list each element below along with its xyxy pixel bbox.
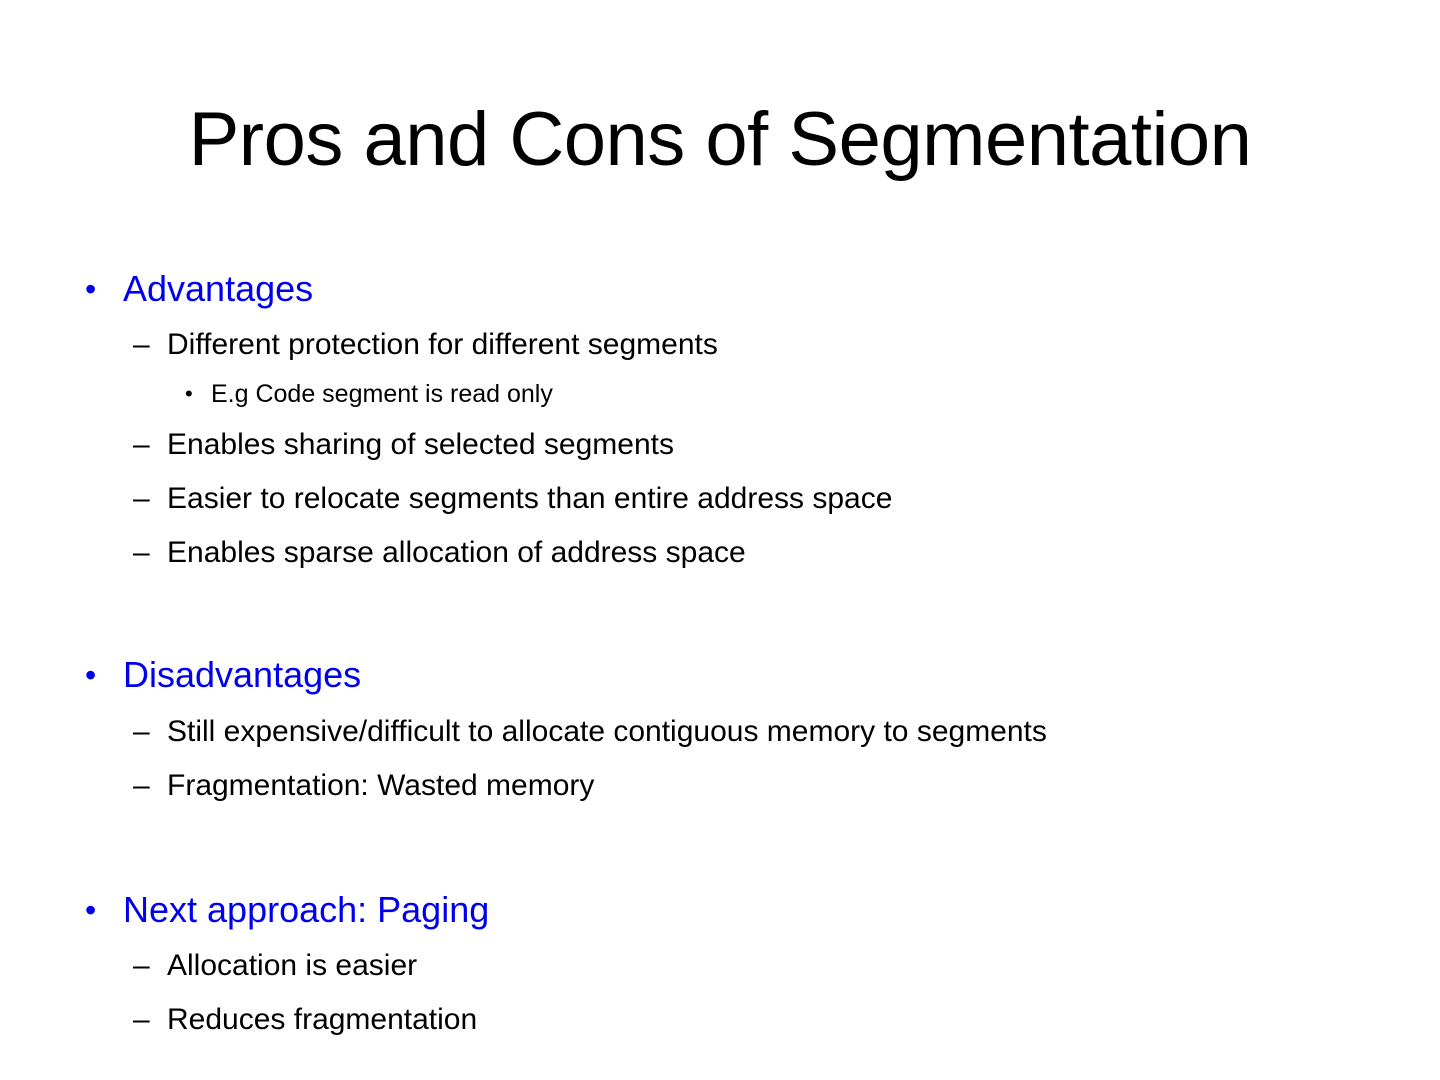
bullet-icon: •	[85, 656, 97, 693]
section-heading-label: Disadvantages	[123, 654, 362, 695]
list-item	[133, 325, 718, 365]
list-item-text: Different protection for different segments	[167, 328, 718, 361]
list-item	[133, 1000, 477, 1040]
bullet-icon: •	[85, 270, 97, 307]
list-item-text: Reduces fragmentation	[167, 1003, 478, 1036]
list-item	[133, 766, 594, 806]
list-item-text: Still expensive/difficult to allocate contiguous memory to segments	[167, 715, 1047, 748]
bullet-icon: •	[85, 891, 97, 928]
list-item	[133, 946, 417, 986]
dash-icon: –	[133, 1003, 150, 1036]
dash-icon: –	[133, 428, 150, 461]
section-heading-disadvantages	[85, 652, 361, 698]
list-item-text: Enables sharing of selected segments	[167, 428, 674, 461]
list-item	[133, 425, 674, 465]
dash-icon: –	[133, 482, 150, 515]
dash-icon: –	[133, 769, 150, 802]
list-item-text: Allocation is easier	[167, 949, 418, 982]
dash-icon: –	[133, 715, 150, 748]
sub-list-item-text: E.g Code segment is read only	[211, 379, 553, 408]
dash-icon: –	[133, 949, 150, 982]
list-item	[133, 712, 1047, 752]
list-item-text: Enables sparse allocation of address space	[167, 536, 746, 569]
sub-list-item	[185, 377, 553, 411]
slide-title: Pros and Cons of Segmentation	[188, 97, 1252, 182]
list-item	[133, 479, 892, 519]
list-item-text: Easier to relocate segments than entire address space	[167, 482, 893, 515]
section-heading-label: Next approach: Paging	[123, 889, 490, 930]
list-item-text: Fragmentation: Wasted memory	[167, 769, 595, 802]
list-item	[133, 533, 746, 573]
section-heading-label: Advantages	[123, 268, 314, 309]
section-heading-next-approach	[85, 887, 489, 933]
section-heading-advantages	[85, 266, 313, 312]
dash-icon: –	[133, 328, 150, 361]
dash-icon: –	[133, 536, 150, 569]
bullet-icon: •	[185, 381, 193, 406]
